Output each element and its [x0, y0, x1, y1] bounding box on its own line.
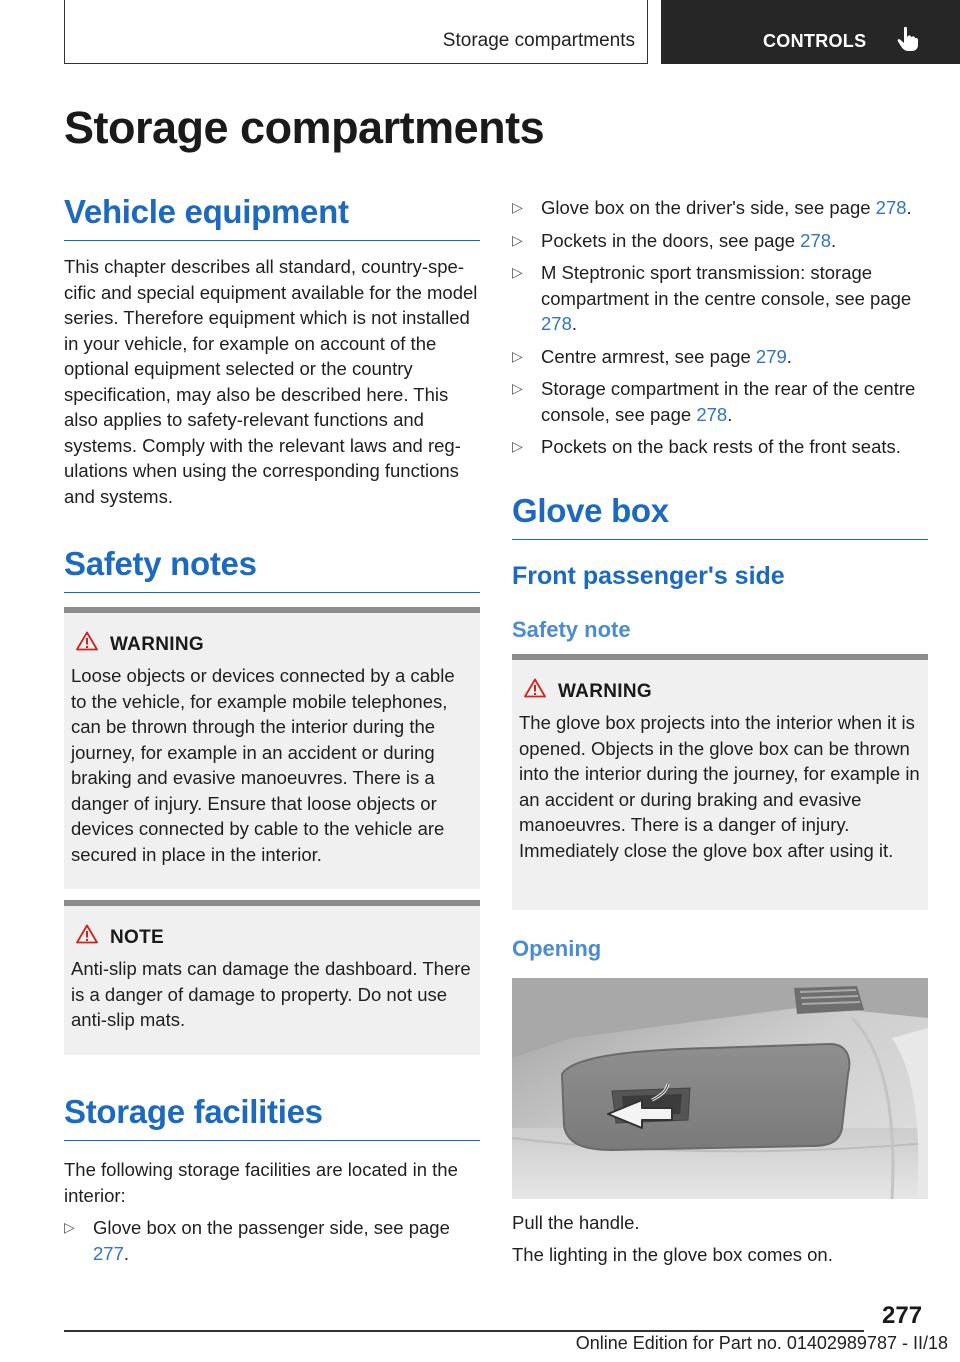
- footer-edition: Online Edition for Part no. 01402989787 - II/18: [575, 1333, 948, 1353]
- glove-box-photo: [512, 978, 928, 1199]
- vehicle-equipment-heading: Vehicle equipment: [64, 193, 480, 241]
- warning-text: Loose objects or devices connected by a cable to the vehicle, for example mobile telephones, can be thrown through the interior during the journey, for example in an accident or during braking and evasive manoeuvres. There is a danger of injury. Ensure that loose objects or devices connected by cable to the vehicle are secured in place in the interior.: [71, 665, 455, 865]
- glove-box-heading: Glove box: [512, 492, 928, 540]
- header-section-title: Storage compartments: [442, 30, 635, 51]
- list-item: ▷ M Steptronic sport transmission: storage compartment in the centre console, see page 278.: [512, 262, 912, 334]
- page-link[interactable]: 278: [541, 313, 572, 334]
- storage-facilities-text: The following storage facilities are located in the interior:: [64, 1159, 458, 1206]
- storage-list-continued: [512, 195, 928, 467]
- air-vent: [794, 986, 864, 1014]
- page-link[interactable]: 278: [696, 403, 728, 425]
- safety-note-heading: Safety note: [512, 617, 631, 642]
- header-section-box: [64, 0, 648, 64]
- warning-label: WARNING: [110, 634, 204, 655]
- list-item: ▷ Centre armrest, see page 279.: [512, 344, 928, 370]
- list-item: ▷ Glove box on the passenger side, see page 277.: [64, 1217, 450, 1264]
- bullet-triangle-icon: ▷: [512, 380, 523, 396]
- bullet-triangle-icon: ▷: [512, 231, 523, 248]
- page-title: Storage compartments: [64, 102, 545, 153]
- opening-heading: Opening: [512, 936, 602, 961]
- warning-box: [64, 607, 480, 889]
- page-link[interactable]: 278: [875, 197, 907, 218]
- vehicle-equipment-text: This chapter describes all standard, country-specific and special equipment available for the model series. Therefore equipment which is not installed in your vehicle, for example on account of the optional equipment selected or the country specification, may also be described here. This also applies to safety-relevant functions and systems. Comply with the relevant laws and regulations when using the corresponding functions and systems.: [64, 256, 478, 507]
- warning-triangle-icon: [524, 678, 546, 698]
- glove-box-illustration: [512, 978, 928, 1199]
- note-label: NOTE: [110, 927, 164, 948]
- list-item: ▷ Pockets in the doors, see page 278.: [512, 228, 928, 254]
- step-lighting: The lighting in the glove box comes on.: [512, 1244, 833, 1265]
- glove-box-warning-text: The glove box projects into the interior when it is opened. Objects in the glove box can be thrown into the interior during the journey, for example in an accident or during braking and evasive manoeuvres. There is a danger of injury. Immediately close the glove box after using it.: [519, 712, 920, 861]
- page-link[interactable]: 277: [93, 1242, 124, 1264]
- storage-facilities-heading: Storage facilities: [64, 1093, 480, 1141]
- warning-triangle-icon: [76, 924, 98, 944]
- bullet-triangle-icon: ▷: [512, 438, 523, 454]
- footer-divider: [64, 1330, 864, 1332]
- page-link[interactable]: 278: [800, 229, 832, 251]
- bullet-triangle-icon: ▷: [512, 199, 523, 215]
- bullet-triangle-icon: ▷: [512, 264, 523, 280]
- list-item: ▷ Pockets on the back rests of the front seats.: [512, 434, 928, 460]
- header-chapter-label: CONTROLS: [763, 31, 867, 51]
- list-item: ▷ Glove box on the driver's side, see page 278.: [512, 195, 928, 221]
- note-box: [64, 900, 480, 1055]
- front-passenger-side-heading: Front passenger's side: [512, 562, 785, 590]
- safety-notes-heading: Safety notes: [64, 545, 480, 593]
- bullet-triangle-icon: ▷: [512, 347, 523, 364]
- list-item: ▷ Storage compartment in the rear of the centre console, see page 278.: [512, 378, 916, 425]
- hand-pointer-icon: [897, 26, 919, 52]
- warning-triangle-icon: [76, 631, 98, 651]
- bullet-triangle-icon: ▷: [64, 1219, 75, 1235]
- glove-box-warning-box: [512, 654, 928, 910]
- note-text: Anti-slip mats can damage the dashboard. There is a danger of damage to property. Do not use anti-slip mats.: [71, 958, 471, 1030]
- warning-label: WARNING: [558, 681, 652, 702]
- page-number: 277: [882, 1302, 923, 1329]
- storage-facilities-list: [64, 1215, 480, 1273]
- header-chapter-tab[interactable]: [661, 0, 960, 64]
- step-pull-handle: Pull the handle.: [512, 1212, 640, 1233]
- page-link[interactable]: 279: [755, 345, 787, 367]
